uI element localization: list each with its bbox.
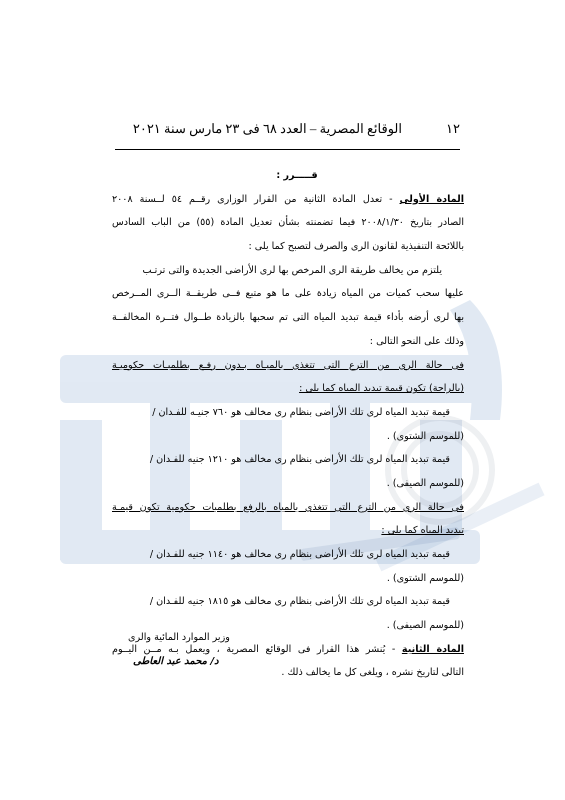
case2-line: فى حالة الرى من الترع التى تتغذى بالمياه بالرفع بطلمبات حكومية تكون قيمـة bbox=[112, 501, 464, 513]
paragraph-line: عليها سحب كميات من المياه زيادة على ما هو متبع فــى طريقــة الــرى المــرخص bbox=[112, 288, 464, 300]
paragraph-line: بها لرى أرضه بأداء قيمة تبديد المياه التى تم سحبها بالزيادة طــوال فتــرة المخالفــة bbox=[112, 312, 464, 324]
gazette-title: الوقائع المصرية – العدد ٦٨ فى ٢٣ مارس سنة ٢٠٢١ bbox=[132, 121, 402, 136]
decree-heading: قـــــرر : bbox=[276, 170, 318, 181]
article2-line: المادة الثانية - يُنشر هذا القرار فى الوقائع المصرية ، ويعمل بـه مــن اليــوم bbox=[112, 643, 464, 655]
paragraph-line: وذلك على النحو التالى : bbox=[369, 335, 464, 347]
article1-line: الصادر بتاريخ ٢٠٠٨/١/٣٠ فيما تضمنته بشأن تعديل المادة (٥٥) من الباب السادس bbox=[112, 217, 464, 229]
signatory-role: وزير الموارد المائية والرى bbox=[128, 632, 230, 643]
decree-body bbox=[112, 166, 464, 687]
list-item: قيمة تبديد المياه لرى تلك الأراضى بنظام رى مخالف هو ٧٦٠ جنيـه للفـدان / bbox=[152, 406, 450, 418]
list-item: قيمة تبديد المياه لرى تلك الأراضى بنظام رى مخالف هو ١١٤٠ جنيه للفـدان / bbox=[149, 549, 450, 560]
paragraph-line: يلتزم من يخالف طريقة الرى المرخص بها لرى الأراضى الجديدة والتى ترتـب bbox=[142, 264, 442, 276]
list-item: (للموسم الصيفى) . bbox=[386, 477, 464, 489]
article1-line: باللائحة التنفيذية لقانون الرى والصرف لتصبح كما يلى : bbox=[248, 241, 464, 253]
page-header bbox=[115, 121, 460, 143]
article2-label: المادة الثانية bbox=[401, 643, 464, 655]
article1-line: المادة الأولى - تعدل المادة الثانية من القرار الوزارى رقــم ٥٤ لــسنة ٢٠٠٨ bbox=[112, 193, 464, 205]
case1-line: (بالراحة) تكون قيمة تبديد المياه كما يلى : bbox=[299, 383, 464, 395]
case1-line: فى حالة الرى من الترع التى تتغذى بالميـاه بـدون رفـع بطلمبـات حكوميـة bbox=[112, 359, 464, 371]
list-item: قيمة تبديد المياه لرى تلك الأراضى بنظام رى مخالف هو ١٢١٠ جنيه للفـدان / bbox=[149, 454, 450, 466]
header-rule bbox=[115, 149, 460, 150]
list-item: (للموسم الصيفى) . bbox=[386, 620, 464, 632]
case2-line: تبديد المياه كما يلى : bbox=[381, 525, 464, 537]
signatory-name: د/ محمد عبد العاطى bbox=[133, 656, 219, 667]
page-number: ١٢ bbox=[446, 121, 460, 136]
list-item: (للموسم الشتوى) . bbox=[386, 430, 464, 442]
article1-label: المادة الأولى bbox=[399, 193, 464, 205]
list-item: قيمة تبديد المياه لرى تلك الأراضى بنظام رى مخالف هو ١٨١٥ جنيه للفـدان / bbox=[149, 596, 450, 608]
article2-line: التالى لتاريخ نشره ، ويلغى كل ما يخالف ذلك . bbox=[281, 667, 464, 679]
list-item: (للموسم الشتوى) . bbox=[386, 572, 464, 584]
